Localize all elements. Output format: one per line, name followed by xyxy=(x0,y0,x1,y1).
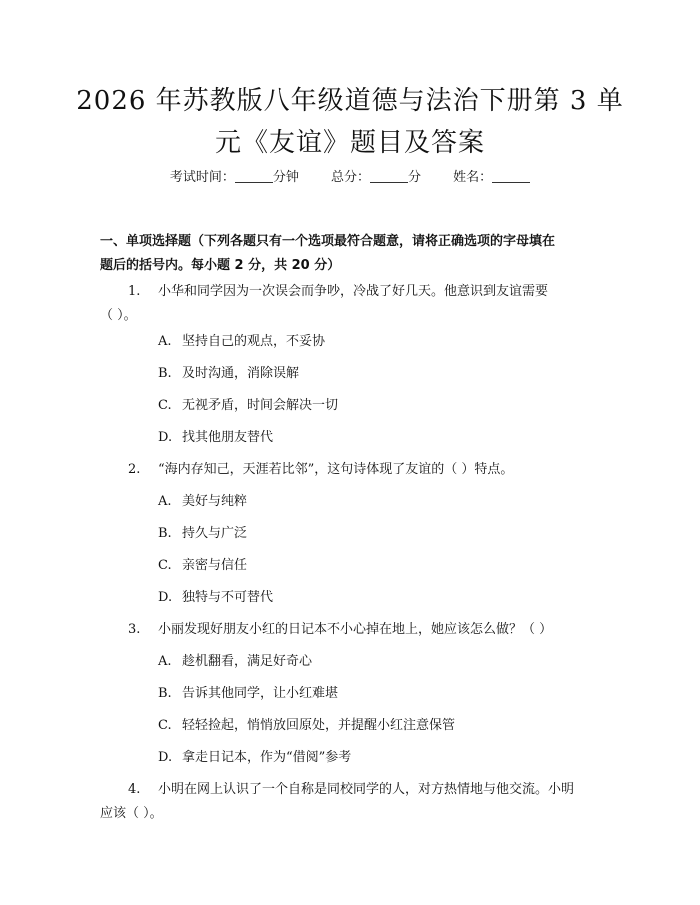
score-unit: 分 xyxy=(408,170,422,185)
option-label: A. xyxy=(158,654,172,669)
time-field xyxy=(170,170,299,185)
title-line-1: 2026 年苏教版八年级道德与法治下册第 3 单 xyxy=(76,86,624,116)
option-text: 找其他朋友替代 xyxy=(182,430,274,445)
option-text: 告诉其他同学，让小红难堪 xyxy=(182,686,339,701)
question-4 xyxy=(100,778,600,826)
option-3b[interactable] xyxy=(158,684,598,704)
document-title xyxy=(70,80,630,164)
option-label: A. xyxy=(158,494,172,509)
name-field xyxy=(453,170,530,185)
option-1c[interactable] xyxy=(158,396,598,416)
question-text: 小华和同学因为一次误会而争吵，冷战了好几天。他意识到友谊需要 xyxy=(158,284,549,299)
section-line-2: 题后的括号内。每小题 2 分，共 20 分） xyxy=(100,258,341,273)
option-2b[interactable] xyxy=(158,524,598,544)
option-label: D. xyxy=(158,750,173,765)
name-blank[interactable] xyxy=(492,170,530,183)
option-2c[interactable] xyxy=(158,556,598,576)
option-1a[interactable] xyxy=(158,332,598,352)
option-label: D. xyxy=(158,430,173,445)
question-3 xyxy=(100,618,600,642)
time-unit: 分钟 xyxy=(272,170,299,185)
option-1d[interactable] xyxy=(158,428,598,448)
option-label: A. xyxy=(158,334,172,349)
option-text: 持久与广泛 xyxy=(182,526,248,541)
option-label: C. xyxy=(158,558,172,573)
score-label: 总分： xyxy=(330,170,370,185)
option-label: B. xyxy=(158,526,172,541)
option-1b[interactable] xyxy=(158,364,598,384)
name-label: 姓名： xyxy=(453,170,493,185)
question-text: 小丽发现好朋友小红的日记本不小心掉在地上，她应该怎么做？（ ） xyxy=(158,622,553,637)
question-text-continued: 应该（ ）。 xyxy=(100,806,163,821)
option-label: D. xyxy=(158,590,173,605)
question-number: 2. xyxy=(128,462,141,477)
question-2 xyxy=(100,458,600,482)
question-number: 1. xyxy=(128,284,141,299)
exam-meta xyxy=(0,168,700,188)
option-3c[interactable] xyxy=(158,716,598,736)
option-label: C. xyxy=(158,398,172,413)
option-label: B. xyxy=(158,366,172,381)
section-line-1: 一、单项选择题（下列各题只有一个选项最符合题意，请将正确选项的字母填在 xyxy=(100,234,556,249)
option-2a[interactable] xyxy=(158,492,598,512)
option-3a[interactable] xyxy=(158,652,598,672)
time-blank[interactable] xyxy=(235,170,273,183)
question-1 xyxy=(100,280,600,328)
question-text-continued: （ ）。 xyxy=(100,308,137,323)
section-heading xyxy=(100,230,600,278)
option-label: B. xyxy=(158,686,172,701)
score-field xyxy=(331,170,421,185)
title-line-2: 元《友谊》题目及答案 xyxy=(214,128,485,158)
option-text: 轻轻捡起，悄悄放回原处，并提醒小红注意保管 xyxy=(182,718,456,733)
option-text: 亲密与信任 xyxy=(182,558,248,573)
option-text: 美好与纯粹 xyxy=(182,494,248,509)
option-text: 无视矛盾，时间会解决一切 xyxy=(182,398,339,413)
option-text: 独特与不可替代 xyxy=(182,590,274,605)
option-3d[interactable] xyxy=(158,748,598,768)
time-label: 考试时间： xyxy=(169,170,235,185)
score-blank[interactable] xyxy=(370,170,408,183)
question-number: 4. xyxy=(128,782,141,797)
question-number: 3. xyxy=(128,622,141,637)
question-text: “海内存知己，天涯若比邻”，这句诗体现了友谊的（ ）特点。 xyxy=(158,462,514,477)
option-text: 趁机翻看，满足好奇心 xyxy=(182,654,313,669)
option-text: 坚持自己的观点，不妥协 xyxy=(182,334,326,349)
option-2d[interactable] xyxy=(158,588,598,608)
question-text: 小明在网上认识了一个自称是同校同学的人，对方热情地与他交流。小明 xyxy=(158,782,575,797)
option-label: C. xyxy=(158,718,172,733)
option-text: 及时沟通，消除误解 xyxy=(182,366,300,381)
option-text: 拿走日记本，作为“借阅”参考 xyxy=(182,750,352,765)
